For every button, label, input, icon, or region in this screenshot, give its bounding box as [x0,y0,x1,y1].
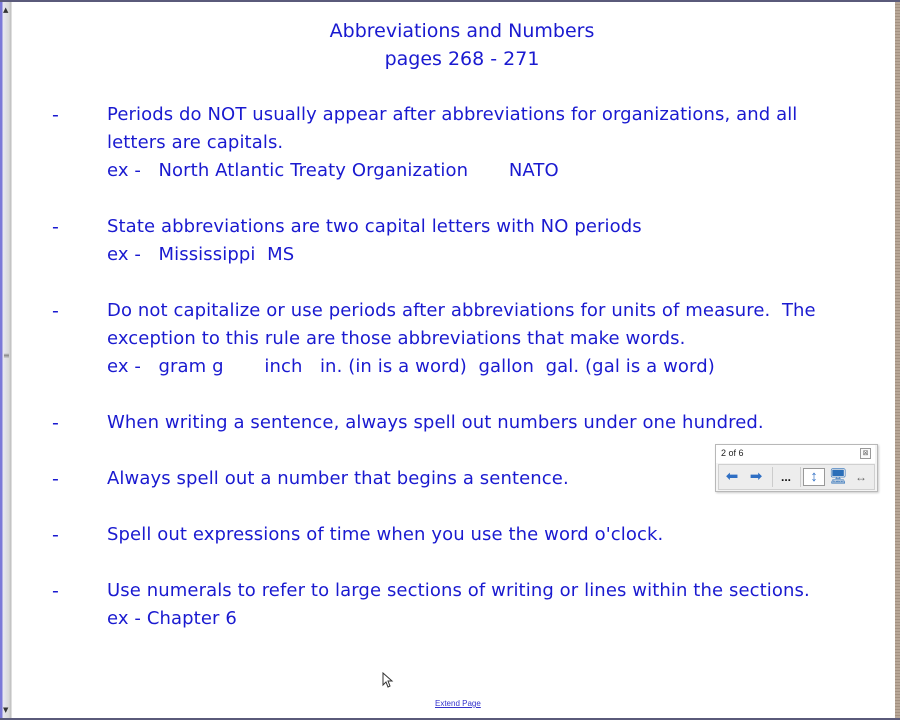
bullet-marker: - [52,104,59,126]
item-line: State abbreviations are two capital letters with NO periods [107,216,642,237]
bullet-marker: - [52,524,59,546]
scroll-down-icon[interactable]: ▼ [3,706,9,714]
item-line: Use numerals to refer to large sections of writing or lines within the sections. [107,580,810,601]
scroll-up-icon[interactable]: ▲ [3,6,9,14]
next-page-icon[interactable]: ➡ [749,468,763,485]
page-title: Abbreviations and Numbers [329,20,595,42]
fit-page-icon[interactable]: ↕ [803,468,825,486]
item-line: Do not capitalize or use periods after abbreviations for units of measure. The [107,300,816,321]
item-line: Always spell out a number that begins a sentence. [107,468,569,489]
toolbar-buttons [718,464,875,490]
example-line: ex - Chapter 6 [107,608,237,629]
previous-page-icon[interactable]: ⬅ [725,468,739,485]
side-tab-bar[interactable] [0,2,12,718]
bullet-marker: - [52,216,59,238]
item-line: When writing a sentence, always spell out numbers under one hundred. [107,412,764,433]
fit-width-icon[interactable]: ↔ [855,470,867,484]
more-options-icon[interactable]: ... [780,470,791,484]
toolbar-header[interactable] [716,445,875,463]
example-line: ex - North Atlantic Treaty Organization NATO [107,160,559,181]
bullet-marker: - [52,412,59,434]
display-icon[interactable]: 🖥 [828,468,848,485]
whiteboard-page [12,2,895,718]
toolbar-divider [800,467,801,487]
bullet-marker: - [52,300,59,322]
page-indicator: 2 of 6 [721,448,744,458]
example-line: ex - Mississippi MS [107,244,295,265]
toolbar-divider [772,467,773,487]
page-subtitle: pages 268 - 271 [384,48,540,70]
right-scrollbar[interactable] [895,2,900,718]
item-line: Spell out expressions of time when you use the word o'clock. [107,524,664,545]
close-icon[interactable]: ⊠ [860,448,871,459]
bullet-marker: - [52,580,59,602]
example-line: ex - gram g inch in. (in is a word) gallon gal. (gal is a word) [107,356,715,377]
item-line: letters are capitals. [107,132,284,153]
item-line: exception to this rule are those abbreviations that make words. [107,328,686,349]
bullet-marker: - [52,468,59,490]
resize-grip-icon[interactable]: ≡ [3,351,10,360]
extend-page-link[interactable]: Extend Page [435,699,481,708]
page-navigation-toolbar[interactable] [715,444,878,492]
item-line: Periods do NOT usually appear after abbreviations for organizations, and all [107,104,798,125]
mouse-cursor-icon [382,672,394,688]
